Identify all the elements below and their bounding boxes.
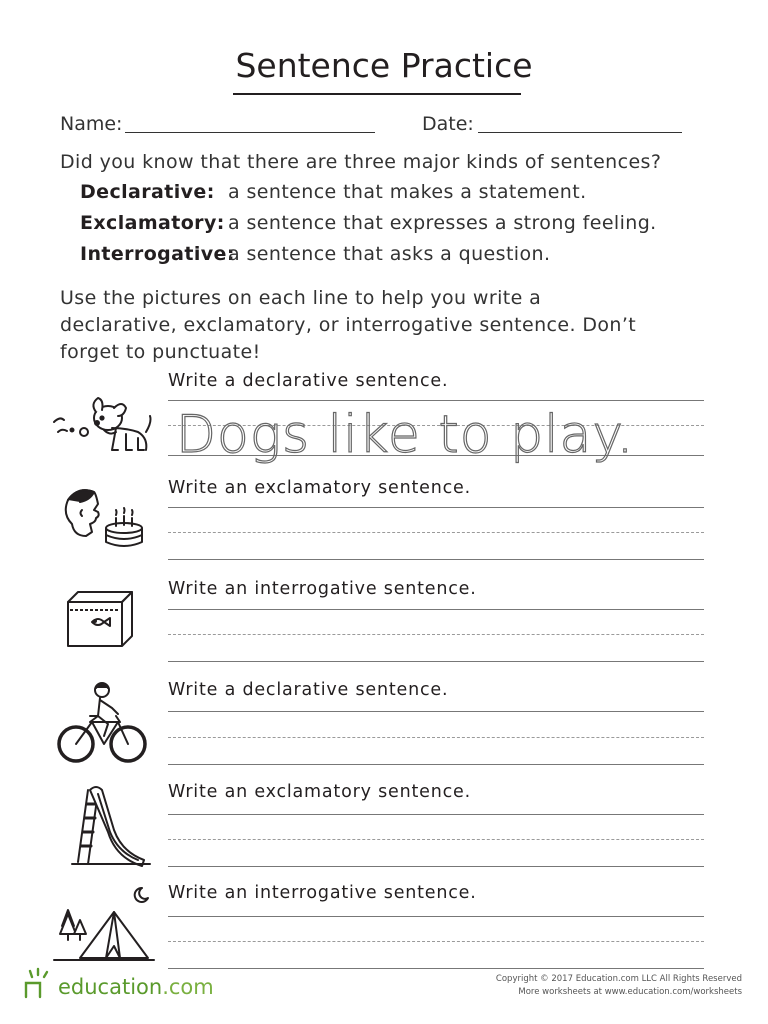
tent-icon xyxy=(50,884,156,966)
exercise-prompt: Write an interrogative sentence. xyxy=(168,883,477,903)
writing-line-dashed xyxy=(168,737,704,738)
instructions-line: declarative, exclamatory, or interrogative sentence. Don’t xyxy=(60,314,637,336)
name-label: Name: xyxy=(60,113,123,135)
definition-text: a sentence that expresses a strong feeling. xyxy=(228,212,657,234)
writing-line-dashed xyxy=(168,941,704,942)
logo-text: education xyxy=(58,975,163,999)
birthday-cake-icon xyxy=(60,482,152,552)
puppy-icon xyxy=(50,392,156,458)
writing-line-top xyxy=(168,916,704,917)
copyright-text: Copyright © 2017 Education.com LLC All Rights Reserved xyxy=(495,974,742,984)
definition-term: Declarative: xyxy=(80,181,215,203)
date-label: Date: xyxy=(422,113,474,135)
exercise-prompt: Write a declarative sentence. xyxy=(168,680,449,700)
logo-suffix: .com xyxy=(162,975,214,999)
writing-line-bottom[interactable] xyxy=(168,764,704,765)
page-title: Sentence Practice xyxy=(235,46,533,85)
writing-line-top xyxy=(168,609,704,610)
writing-line-bottom[interactable] xyxy=(168,968,704,969)
writing-line-bottom[interactable] xyxy=(168,661,704,662)
exercise-prompt: Write an interrogative sentence. xyxy=(168,579,477,599)
writing-line-bottom[interactable] xyxy=(168,559,704,560)
definition-term: Interrogative: xyxy=(80,243,235,265)
date-field[interactable] xyxy=(478,132,682,133)
writing-line-bottom[interactable] xyxy=(168,866,704,867)
title-underline xyxy=(233,93,521,95)
name-field[interactable] xyxy=(125,132,375,133)
writing-line-dashed xyxy=(168,839,704,840)
writing-line-top xyxy=(168,711,704,712)
intro-question: Did you know that there are three major kinds of sentences? xyxy=(60,151,662,173)
exercise-prompt: Write an exclamatory sentence. xyxy=(168,782,471,802)
definition-interrogative xyxy=(80,242,551,266)
instructions-line: forget to punctuate! xyxy=(60,341,261,363)
writing-line-top xyxy=(168,814,704,815)
writing-line-dashed xyxy=(168,532,704,533)
more-worksheets-link[interactable]: More worksheets at www.education.com/worksheets xyxy=(518,987,742,997)
writing-line-top xyxy=(168,507,704,508)
example-sentence: Dogs like to play. xyxy=(176,405,635,465)
definition-text: a sentence that makes a statement. xyxy=(228,181,587,203)
definition-term: Exclamatory: xyxy=(80,212,225,234)
definition-text: a sentence that asks a question. xyxy=(228,243,551,265)
bicycle-icon xyxy=(56,680,148,766)
slide-icon xyxy=(68,782,152,868)
exercise-prompt: Write an exclamatory sentence. xyxy=(168,478,471,498)
instructions-line: Use the pictures on each line to help you write a xyxy=(60,287,542,309)
exercise-prompt: Write a declarative sentence. xyxy=(168,371,449,391)
writing-line-dashed xyxy=(168,634,704,635)
fishbowl-icon xyxy=(64,588,136,650)
definition-exclamatory xyxy=(80,211,657,235)
instructions xyxy=(60,285,720,366)
definition-declarative xyxy=(80,180,587,204)
copyright-notice xyxy=(496,973,742,999)
